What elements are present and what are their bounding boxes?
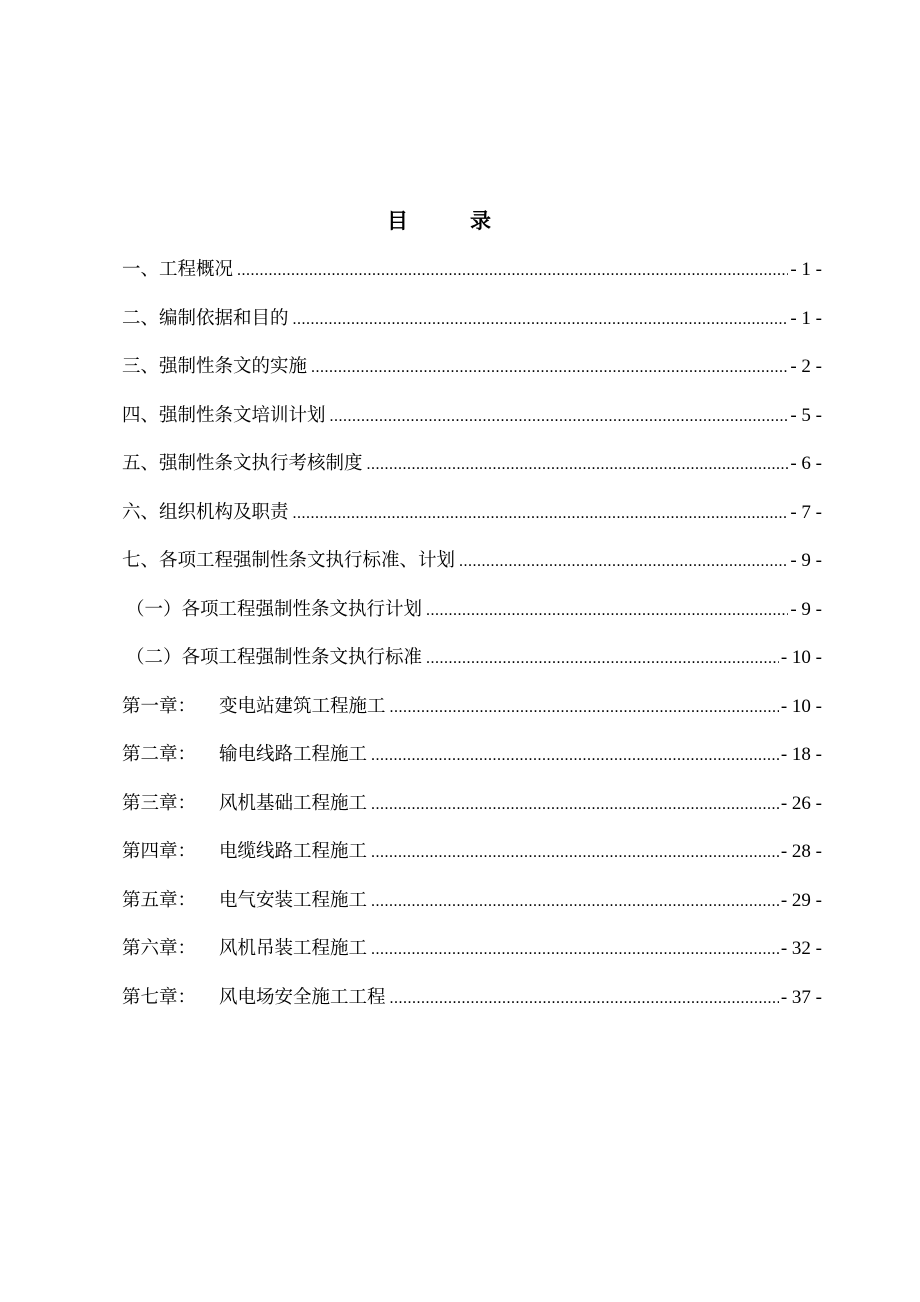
toc-entry-label: 六、组织机构及职责: [122, 501, 289, 523]
toc-entry-label: 一、工程概况: [122, 259, 234, 280]
chapter-number: 第四章：: [122, 841, 197, 862]
toc-chapter-entry[interactable]: [122, 692, 822, 741]
toc-page-number: - 37 -: [780, 986, 822, 1008]
dot-leader: [330, 402, 789, 432]
chapter-number: 第五章：: [122, 889, 197, 911]
chapter-number: 第三章：: [122, 792, 197, 814]
toc-title-char: 录: [470, 208, 553, 233]
chapter-number: 第二章：: [122, 744, 197, 765]
dot-leader: [371, 741, 779, 771]
toc-page-number: - 28 -: [780, 841, 822, 862]
chapter-title: 变电站建筑工程施工: [219, 695, 386, 717]
dot-leader: [426, 596, 788, 626]
chapter-number: 第六章：: [122, 938, 197, 959]
toc-entry-label: [122, 983, 386, 1013]
toc-page-number: - 1 -: [790, 259, 822, 280]
chapter-number: 第一章：: [122, 695, 197, 717]
toc-entry[interactable]: [122, 255, 822, 304]
toc-entry-label: 七、各项工程强制性条文执行标准、计划: [122, 550, 456, 571]
dot-leader: [371, 790, 779, 820]
toc-title: [0, 206, 920, 236]
toc-entry-label: 三、强制性条文的实施: [122, 356, 308, 377]
toc-page-number: - 5 -: [790, 404, 822, 426]
toc-entry-label: [122, 740, 367, 770]
dot-leader: [293, 499, 789, 529]
toc-entry-label: 五、强制性条文执行考核制度: [122, 453, 363, 474]
toc-entry-label: [122, 886, 367, 916]
dot-leader: [426, 644, 779, 674]
toc-page-number: - 6 -: [790, 453, 822, 474]
dot-leader: [390, 984, 779, 1014]
toc-chapter-entry[interactable]: [122, 837, 822, 886]
toc-entry[interactable]: [122, 498, 822, 547]
toc-page-number: - 7 -: [790, 501, 822, 523]
toc-page-number: - 26 -: [780, 792, 822, 814]
dot-leader: [371, 887, 779, 917]
toc-entry-label: 二、编制依据和目的: [122, 307, 289, 329]
chapter-title: 电气安装工程施工: [219, 889, 368, 911]
toc-entry-label: [122, 837, 367, 867]
toc-page-number: - 10 -: [780, 647, 822, 668]
toc-entry[interactable]: [122, 595, 822, 644]
chapter-title: 风机基础工程施工: [219, 792, 368, 814]
toc-entry-label: （二）各项工程强制性条文执行标准: [126, 647, 423, 668]
toc-entry-label: [122, 692, 386, 722]
toc-entry-label: [122, 934, 367, 964]
toc-entry[interactable]: [122, 304, 822, 353]
toc-entry[interactable]: [122, 449, 822, 498]
chapter-title: 输电线路工程施工: [219, 744, 368, 765]
table-of-contents: [122, 255, 822, 1031]
chapter-title: 风电场安全施工工程: [219, 986, 386, 1008]
dot-leader: [371, 935, 779, 965]
dot-leader: [390, 693, 779, 723]
dot-leader: [459, 547, 788, 577]
toc-page-number: - 10 -: [780, 695, 822, 717]
toc-entry-label: 四、强制性条文培训计划: [122, 404, 326, 426]
toc-page-number: - 18 -: [780, 744, 822, 765]
toc-entry-label: （一）各项工程强制性条文执行计划: [126, 598, 423, 620]
toc-page-number: - 9 -: [790, 598, 822, 620]
toc-entry[interactable]: [122, 643, 822, 692]
dot-leader: [293, 305, 789, 335]
toc-entry-label: [122, 789, 367, 819]
dot-leader: [367, 450, 789, 480]
chapter-title: 风机吊装工程施工: [219, 938, 368, 959]
toc-page-number: - 1 -: [790, 307, 822, 329]
chapter-title: 电缆线路工程施工: [219, 841, 368, 862]
chapter-number: 第七章：: [122, 986, 197, 1008]
toc-chapter-entry[interactable]: [122, 886, 822, 935]
toc-page-number: - 32 -: [780, 938, 822, 959]
toc-entry[interactable]: [122, 546, 822, 595]
toc-chapter-entry[interactable]: [122, 934, 822, 983]
dot-leader: [371, 838, 779, 868]
toc-entry[interactable]: [122, 352, 822, 401]
toc-chapter-entry[interactable]: [122, 983, 822, 1032]
toc-chapter-entry[interactable]: [122, 740, 822, 789]
dot-leader: [311, 353, 788, 383]
toc-title-char: 目: [387, 208, 470, 233]
toc-page-number: - 29 -: [780, 889, 822, 911]
toc-chapter-entry[interactable]: [122, 789, 822, 838]
toc-entry[interactable]: [122, 401, 822, 450]
dot-leader: [237, 256, 788, 286]
toc-page-number: - 2 -: [790, 356, 822, 377]
toc-page-number: - 9 -: [790, 550, 822, 571]
